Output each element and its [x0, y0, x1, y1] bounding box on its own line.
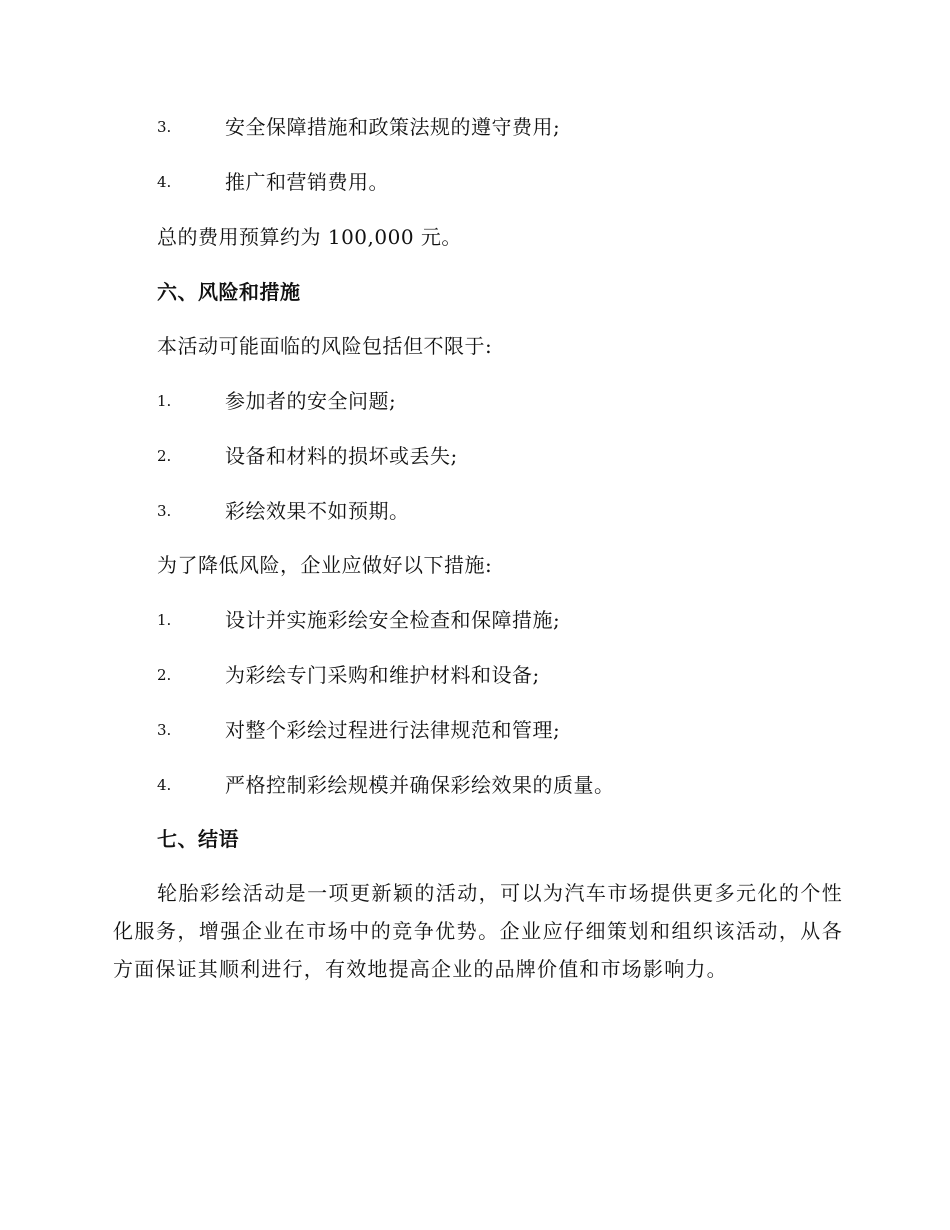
- list-item-text: 为彩绘专门采购和维护材料和设备;: [225, 663, 540, 687]
- list-item-text: 参加者的安全问题;: [225, 389, 397, 413]
- list-item: [0, 113, 950, 141]
- list-item: [0, 497, 950, 525]
- list-item-text: 设备和材料的损坏或丢失;: [225, 444, 458, 468]
- list-item-text: 严格控制彩绘规模并确保彩绘效果的质量。: [225, 773, 615, 797]
- list-item: [0, 168, 950, 196]
- list-item-number: 3.: [157, 721, 172, 739]
- list-item-text: 推广和营销费用。: [225, 170, 389, 194]
- list-item-number: 4.: [157, 776, 172, 794]
- risks-intro: 本活动可能面临的风险包括但不限于:: [157, 334, 493, 358]
- list-item: [0, 661, 950, 689]
- list-item: [0, 606, 950, 634]
- section-heading-risks: 六、风险和措施: [157, 280, 301, 304]
- list-item-number: 1.: [157, 392, 172, 410]
- list-item-number: 3.: [157, 502, 172, 520]
- list-item: [0, 771, 950, 799]
- list-item-text: 对整个彩绘过程进行法律规范和管理;: [225, 718, 561, 742]
- list-item: [0, 716, 950, 744]
- list-item: [0, 387, 950, 415]
- list-item-text: 安全保障措施和政策法规的遵守费用;: [225, 115, 561, 139]
- list-item-number: 4.: [157, 173, 172, 191]
- list-item-number: 3.: [157, 118, 172, 136]
- list-item-number: 1.: [157, 611, 172, 629]
- list-item-text: 设计并实施彩绘安全检查和保障措施;: [225, 608, 561, 632]
- measures-intro: 为了降低风险，企业应做好以下措施:: [157, 553, 493, 577]
- budget-total: 总的费用预算约为 100,000 元。: [157, 225, 462, 249]
- list-item: [0, 442, 950, 470]
- list-item-number: 2.: [157, 447, 172, 465]
- list-item-text: 彩绘效果不如预期。: [225, 499, 410, 523]
- section-heading-conclusion: 七、结语: [157, 827, 239, 851]
- list-item-number: 2.: [157, 666, 172, 684]
- conclusion-paragraph: 轮胎彩绘活动是一项更新颖的活动，可以为汽车市场提供更多元化的个性化服务，增强企业在市场中的竞争优势。企业应仔细策划和组织该活动，从各方面保证其顺利进行，有效地提高企业的品牌价值和市场影响力。: [113, 881, 843, 981]
